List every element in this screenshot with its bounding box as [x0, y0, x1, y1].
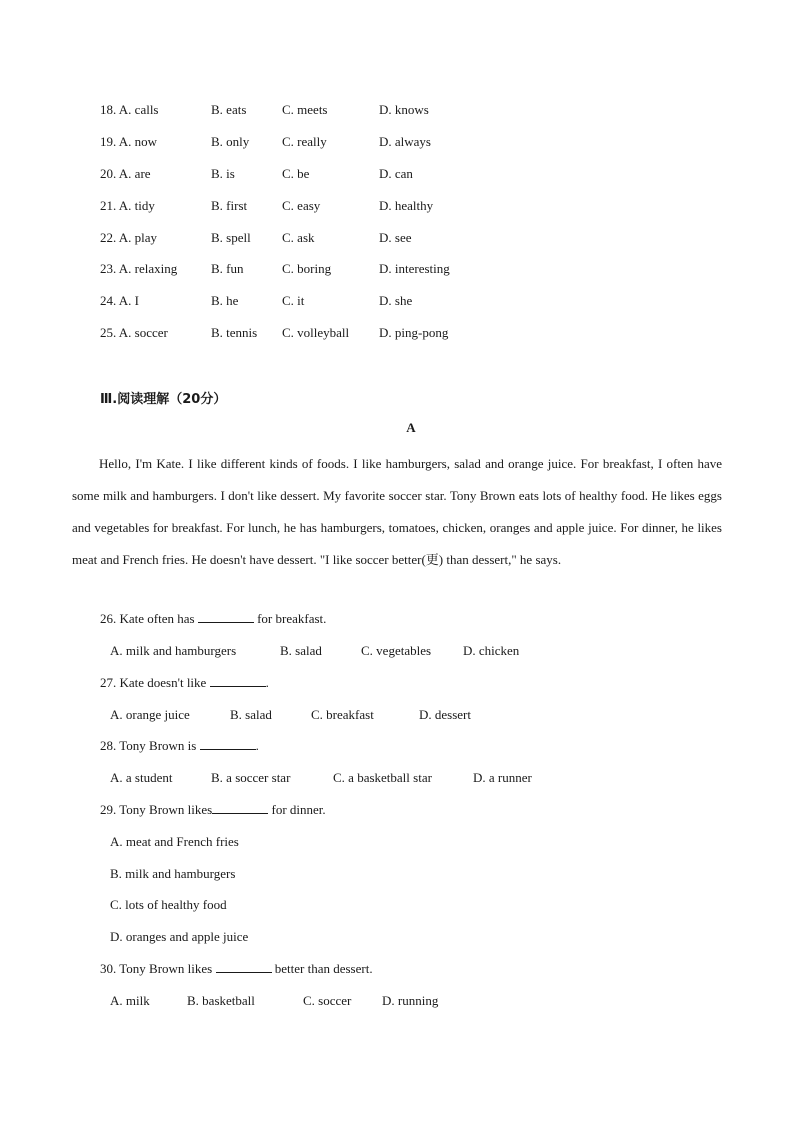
option-a: 25. A. soccer [100, 325, 168, 340]
option-b: B. first [211, 198, 248, 213]
choice-c: C. lots of healthy food [110, 897, 227, 912]
option-b: B. fun [211, 261, 244, 276]
question-27 [100, 674, 269, 692]
option-a: 23. A. relaxing [100, 261, 178, 276]
option-b: B. is [211, 166, 235, 181]
option-c: C. really [282, 134, 327, 149]
question-text-end: . [255, 738, 259, 753]
option-b: B. tennis [211, 325, 258, 340]
choice-d: D. a runner [473, 770, 532, 785]
option-d: D. she [379, 293, 413, 308]
question-text: 28. Tony Brown is [100, 738, 200, 753]
option-d: D. knows [379, 102, 429, 117]
question-text-end: for dinner. [268, 802, 326, 817]
question-text-end: better than dessert. [271, 961, 373, 976]
option-c: C. ask [282, 230, 315, 245]
option-c: C. be [282, 166, 310, 181]
option-b: B. he [211, 293, 239, 308]
option-c: C. meets [282, 102, 328, 117]
option-d: D. see [379, 230, 412, 245]
choice-b: B. a soccer star [211, 770, 291, 785]
option-a: 19. A. now [100, 134, 158, 149]
option-d: D. interesting [379, 261, 450, 276]
answer-blank [212, 801, 268, 814]
choice-c: C. a basketball star [333, 770, 432, 785]
option-a: 22. A. play [100, 230, 158, 245]
question-text-end: . [265, 675, 269, 690]
option-c: C. boring [282, 261, 332, 276]
option-b: B. only [211, 134, 250, 149]
reading-passage: Hello, I'm Kate. I like different kinds of foods. I like hamburgers, salad and orange juice. For breakfast, I often have some milk and hamburgers. I don't like dessert. My favorite soccer star. Tony Brown eats lots of healthy food. He likes eggs and vegetables for breakfast. For lunch, he has hamburgers, tomatoes, chicken, oranges and apple juice. For dinner, he likes meat and French fries. He doesn't have dessert. "I like soccer better(更) than dessert," he says. [72, 456, 722, 567]
option-c: C. it [282, 293, 305, 308]
option-b: B. spell [211, 230, 251, 245]
passage-label: A [406, 420, 416, 435]
choice-a: A. milk [110, 993, 150, 1008]
option-a: 21. A. tidy [100, 198, 155, 213]
choice-b: B. salad [280, 643, 322, 658]
choice-a: A. orange juice [110, 707, 190, 722]
option-c: C. volleyball [282, 325, 350, 340]
choice-b: B. basketball [187, 993, 255, 1008]
question-26 [100, 610, 326, 628]
question-text: 29. Tony Brown likes [100, 802, 213, 817]
option-a: 24. A. I [100, 293, 139, 308]
choice-b: B. milk and hamburgers [110, 866, 236, 881]
option-d: D. ping-pong [379, 325, 449, 340]
choice-a: A. milk and hamburgers [110, 643, 237, 658]
question-text-end: for breakfast. [253, 611, 327, 626]
answer-blank [200, 737, 256, 750]
section-title: Ⅲ.阅读理解（20分） [100, 392, 227, 407]
option-a: 20. A. are [100, 166, 151, 181]
choice-a: A. meat and French fries [110, 834, 239, 849]
choice-c: C. soccer [303, 993, 352, 1008]
answer-blank [210, 674, 266, 687]
choice-d: D. dessert [419, 707, 471, 722]
answer-blank [216, 960, 272, 973]
choice-c: C. breakfast [311, 707, 374, 722]
question-text: 30. Tony Brown likes [100, 961, 216, 976]
option-c: C. easy [282, 198, 321, 213]
choice-b: B. salad [230, 707, 272, 722]
choice-d: D. running [382, 993, 439, 1008]
question-29 [100, 801, 326, 819]
question-text: 27. Kate doesn't like [100, 675, 210, 690]
question-text: 26. Kate often has [100, 611, 198, 626]
option-b: B. eats [211, 102, 247, 117]
answer-blank [198, 610, 254, 623]
option-d: D. can [379, 166, 413, 181]
option-d: D. healthy [379, 198, 434, 213]
option-a: 18. A. calls [100, 102, 159, 117]
choice-a: A. a student [110, 770, 173, 785]
choice-c: C. vegetables [361, 643, 432, 658]
question-28 [100, 737, 259, 755]
option-d: D. always [379, 134, 431, 149]
choice-d: D. chicken [463, 643, 520, 658]
choice-d: D. oranges and apple juice [110, 929, 249, 944]
question-30 [100, 960, 373, 978]
